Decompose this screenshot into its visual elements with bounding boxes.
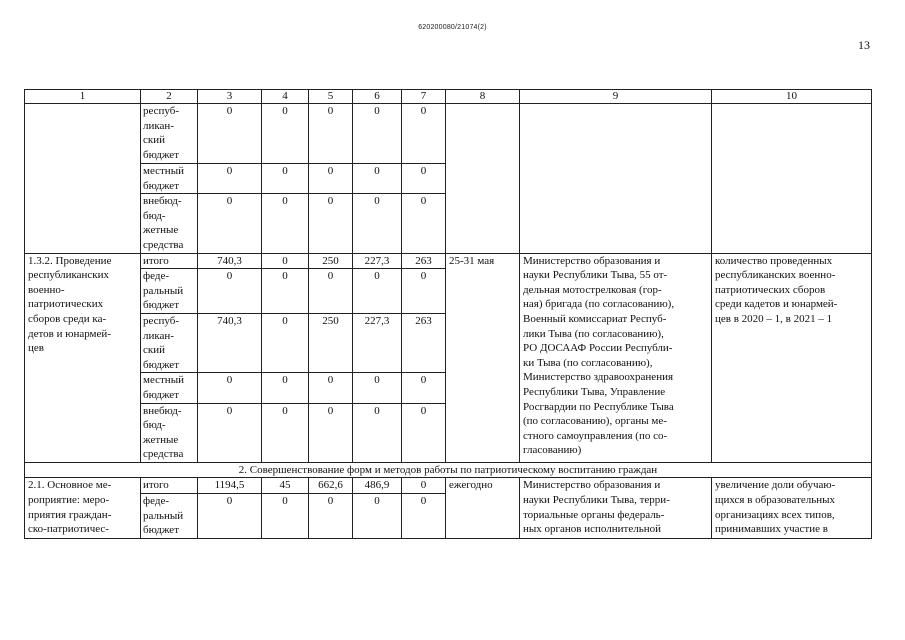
value-cell: 0 [198, 403, 262, 462]
column-header-7: 7 [402, 90, 446, 104]
table-row [25, 90, 872, 104]
value-cell: 0 [262, 194, 309, 253]
value-cell: 0 [262, 403, 309, 462]
value-cell: 0 [262, 494, 309, 539]
section-title: 2. Совершенствование форм и методов работы по патриотическому воспитанию граждан [25, 462, 872, 478]
result-indicator: количество проведенных республиканских военно- патриотических сборов среди кадетов и юнармей- цев в 2020 – 1, в 2021 – 1 [712, 253, 872, 462]
value-cell: 0 [353, 104, 402, 164]
term: ежегодно [446, 478, 520, 538]
value-cell: 227,3 [353, 313, 402, 372]
value-cell: 0 [402, 478, 446, 494]
value-cell: 250 [309, 313, 353, 372]
funding-source: итого [141, 253, 198, 269]
document-id: 620200080/21074(2) [418, 24, 487, 31]
value-cell: 0 [402, 403, 446, 462]
table-row [25, 253, 872, 269]
value-cell: 1194,5 [198, 478, 262, 494]
value-cell: 486,9 [353, 478, 402, 494]
funding-source: феде- ральный бюджет [141, 494, 198, 539]
page-number: 13 [858, 38, 870, 52]
value-cell: 263 [402, 253, 446, 269]
value-cell: 0 [198, 269, 262, 314]
result-indicator: увеличение доли обучаю- щихся в образовательных организациях всех типов, принимавших участие в [712, 478, 872, 538]
value-cell: 0 [309, 164, 353, 194]
value-cell: 0 [262, 373, 309, 403]
value-cell: 0 [402, 194, 446, 253]
value-cell: 263 [402, 313, 446, 372]
value-cell: 0 [353, 373, 402, 403]
value-cell: 45 [262, 478, 309, 494]
value-cell: 662,6 [309, 478, 353, 494]
value-cell: 0 [262, 253, 309, 269]
value-cell: 0 [402, 164, 446, 194]
value-cell: 0 [198, 194, 262, 253]
value-cell: 0 [309, 194, 353, 253]
value-cell: 0 [198, 373, 262, 403]
value-cell: 0 [262, 104, 309, 164]
item-name: 1.3.2. Проведение республиканских военно- патриотических сборов среди ка- детов и юнармей- цев [25, 253, 141, 462]
column-header-1: 1 [25, 90, 141, 104]
value-cell: 0 [353, 269, 402, 314]
item-name-cell [25, 104, 141, 254]
value-cell: 0 [309, 373, 353, 403]
term: 25-31 мая [446, 253, 520, 462]
value-cell: 0 [402, 104, 446, 164]
value-cell: 0 [262, 164, 309, 194]
result-cell [712, 104, 872, 254]
column-header-4: 4 [262, 90, 309, 104]
table-row [25, 104, 872, 164]
executors: Министерство образования и науки Республики Тыва, терри- ториальные органы федераль- ных органов исполнительной [520, 478, 712, 538]
value-cell: 227,3 [353, 253, 402, 269]
funding-source: внебюд- бюд- жетные средства [141, 194, 198, 253]
value-cell: 740,3 [198, 313, 262, 372]
table-row [25, 478, 872, 494]
value-cell: 0 [262, 269, 309, 314]
column-header-8: 8 [446, 90, 520, 104]
value-cell: 0 [353, 403, 402, 462]
column-header-5: 5 [309, 90, 353, 104]
executors: Министерство образования и науки Республики Тыва, 55 от- дельная мотострелковая (гор- ная) бригада (по согласованию), Военный комиссариат Респуб- лики Тыва (по согласованию), РО ДОСААФ России Республи- ки Тыва (по согласованию), Министерство здравоохранения Республики Тыва, Управление Росгвардии по Республике Тыва (по согласованию), органы ме- стного самоуправления (по со- гласованию) [520, 253, 712, 462]
column-header-6: 6 [353, 90, 402, 104]
column-header-2: 2 [141, 90, 198, 104]
value-cell: 0 [309, 403, 353, 462]
funding-source: респуб- ликан- ский бюджет [141, 313, 198, 372]
value-cell: 0 [353, 494, 402, 539]
value-cell: 0 [198, 494, 262, 539]
item-name: 2.1. Основное ме- роприятие: меро- приятия граждан- ско-патриотичес- [25, 478, 141, 538]
value-cell: 0 [353, 194, 402, 253]
funding-source: респуб- ликан- ский бюджет [141, 104, 198, 164]
column-header-10: 10 [712, 90, 872, 104]
funding-source: внебюд- бюд- жетные средства [141, 403, 198, 462]
value-cell: 0 [309, 104, 353, 164]
value-cell: 0 [402, 269, 446, 314]
value-cell: 740,3 [198, 253, 262, 269]
executors-cell [520, 104, 712, 254]
value-cell: 0 [309, 494, 353, 539]
term-cell [446, 104, 520, 254]
column-header-3: 3 [198, 90, 262, 104]
value-cell: 0 [198, 104, 262, 164]
value-cell: 250 [309, 253, 353, 269]
table-body [25, 90, 872, 539]
column-header-9: 9 [520, 90, 712, 104]
funding-source: местный бюджет [141, 164, 198, 194]
funding-source: феде- ральный бюджет [141, 269, 198, 314]
funding-source: итого [141, 478, 198, 494]
value-cell: 0 [402, 494, 446, 539]
funding-source: местный бюджет [141, 373, 198, 403]
value-cell: 0 [353, 164, 402, 194]
program-table [24, 89, 872, 539]
table-row [25, 462, 872, 478]
value-cell: 0 [262, 313, 309, 372]
value-cell: 0 [198, 164, 262, 194]
value-cell: 0 [402, 373, 446, 403]
value-cell: 0 [309, 269, 353, 314]
